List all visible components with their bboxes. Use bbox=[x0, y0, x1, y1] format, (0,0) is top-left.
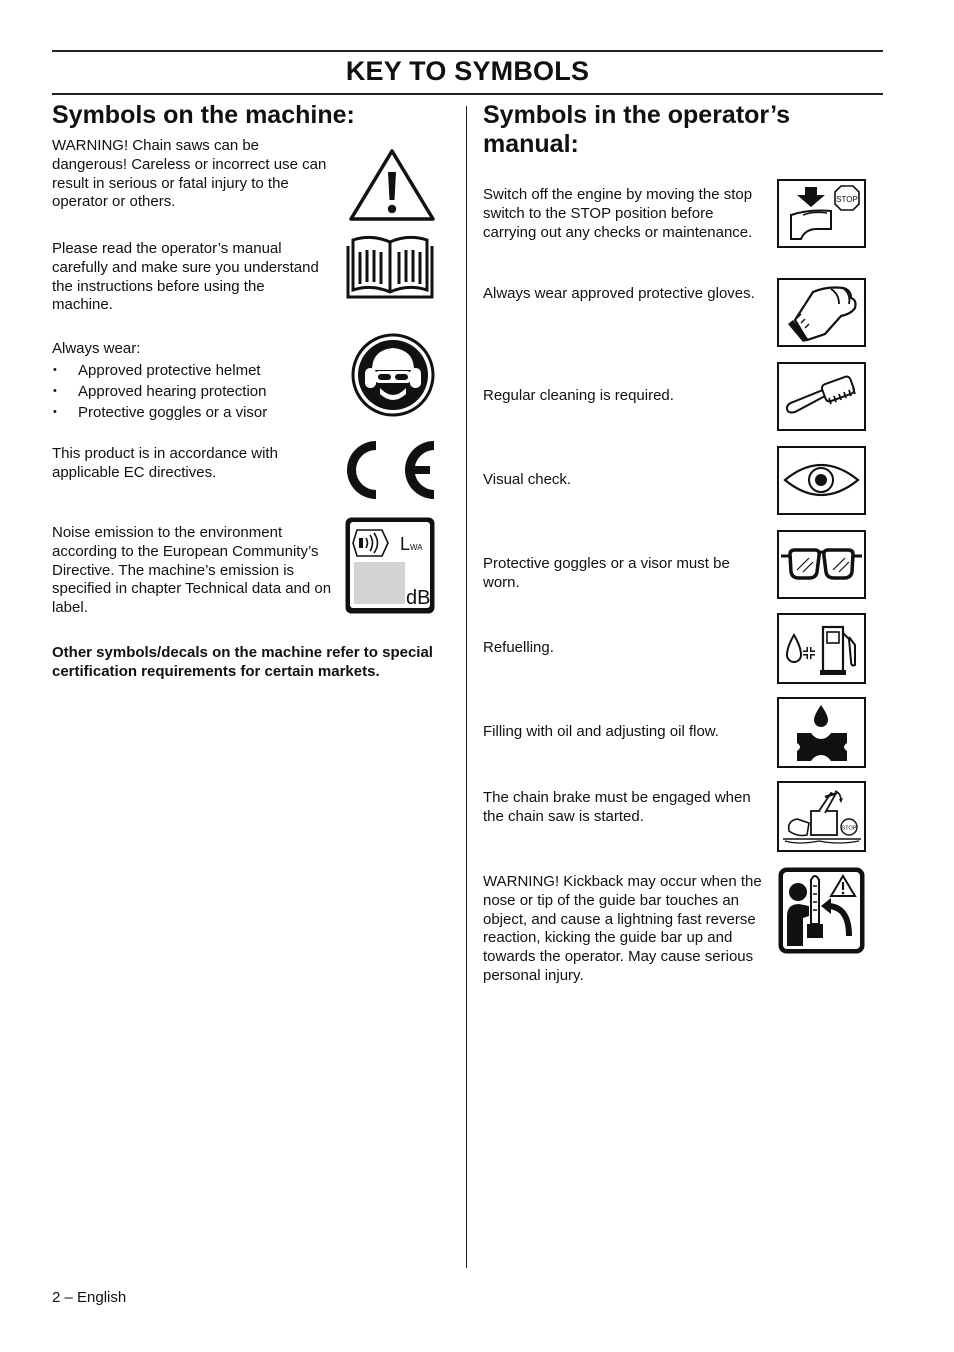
gloves-text: Always wear approved protective gloves. bbox=[483, 285, 755, 302]
wear-list-item: • Protective goggles or a visor bbox=[52, 402, 337, 423]
open-book-icon bbox=[344, 232, 436, 300]
wear-list-item: • Approved protective helmet bbox=[52, 360, 337, 381]
oil-drop-chain-icon bbox=[777, 697, 866, 768]
noise-emission-text: Noise emission to the environment according to the European Community’s Directive. The machine’s emission is specified in chapter Technical data and on label. bbox=[52, 524, 332, 617]
stop-switch-text: Switch off the engine by moving the stop switch to the STOP position before carrying out any checks or maintenance. bbox=[483, 186, 753, 241]
goggles-text: Protective goggles or a visor must be worn. bbox=[483, 555, 730, 591]
eye-icon bbox=[777, 446, 866, 515]
page-title: KEY TO SYMBOLS bbox=[345, 56, 590, 86]
always-wear-block bbox=[52, 340, 337, 423]
wear-list-item: • Approved hearing protection bbox=[52, 381, 337, 402]
kickback-text: WARNING! Kickback may occur when the nose or tip of the guide bar touches an object, and cause a lightning fast reverse reaction, kicking the guide bar up and towards the operator. May cause serious personal injury. bbox=[483, 873, 762, 984]
lwa-subscript: WA bbox=[410, 543, 423, 552]
kickback-icon bbox=[777, 866, 866, 955]
top-rule bbox=[52, 50, 883, 52]
protective-glove-icon bbox=[777, 278, 866, 347]
chain-brake-icon bbox=[777, 781, 866, 852]
wear-list bbox=[52, 360, 337, 423]
always-wear-label: Always wear: bbox=[52, 340, 141, 357]
db-unit: dB bbox=[406, 587, 431, 609]
machine-symbols-heading: Symbols on the machine: bbox=[52, 101, 355, 129]
cleaning-brush-icon bbox=[777, 362, 866, 431]
warning-text: WARNING! Chain saws can be dangerous! Careless or incorrect use can result in serious or fatal injury to the operator or others. bbox=[52, 137, 327, 211]
column-divider bbox=[466, 106, 467, 1268]
cleaning-text: Regular cleaning is required. bbox=[483, 387, 674, 404]
manual-symbols-heading: Symbols in the operator’s manual: bbox=[483, 101, 791, 158]
page-footer: 2 – English bbox=[52, 1289, 127, 1306]
goggles-icon bbox=[777, 530, 866, 599]
oil-text: Filling with oil and adjusting oil flow. bbox=[483, 723, 719, 740]
chain-brake-text: The chain brake must be engaged when the chain saw is started. bbox=[483, 789, 751, 825]
ce-mark-icon bbox=[336, 436, 438, 504]
lwa-letter: L bbox=[400, 534, 411, 554]
warning-triangle-icon bbox=[348, 148, 436, 222]
noise-emission-label-icon bbox=[344, 516, 436, 615]
read-manual-text: Please read the operator’s manual carefully and make sure you understand the instructions before using the machine. bbox=[52, 240, 319, 314]
visual-check-text: Visual check. bbox=[483, 471, 572, 488]
chain-brake-stop-label: STOP bbox=[841, 825, 857, 832]
stop-switch-icon bbox=[777, 179, 866, 248]
stop-label: STOP bbox=[836, 195, 858, 204]
other-symbols-note: Other symbols/decals on the machine refer to special certification requirements for certain markets. bbox=[52, 644, 433, 680]
helmet-hearing-goggles-icon bbox=[350, 332, 436, 418]
fuel-pump-icon bbox=[777, 613, 866, 684]
ce-text: This product is in accordance with applicable EC directives. bbox=[52, 445, 278, 481]
refuelling-text: Refuelling. bbox=[483, 639, 554, 656]
title-underline bbox=[52, 93, 883, 95]
